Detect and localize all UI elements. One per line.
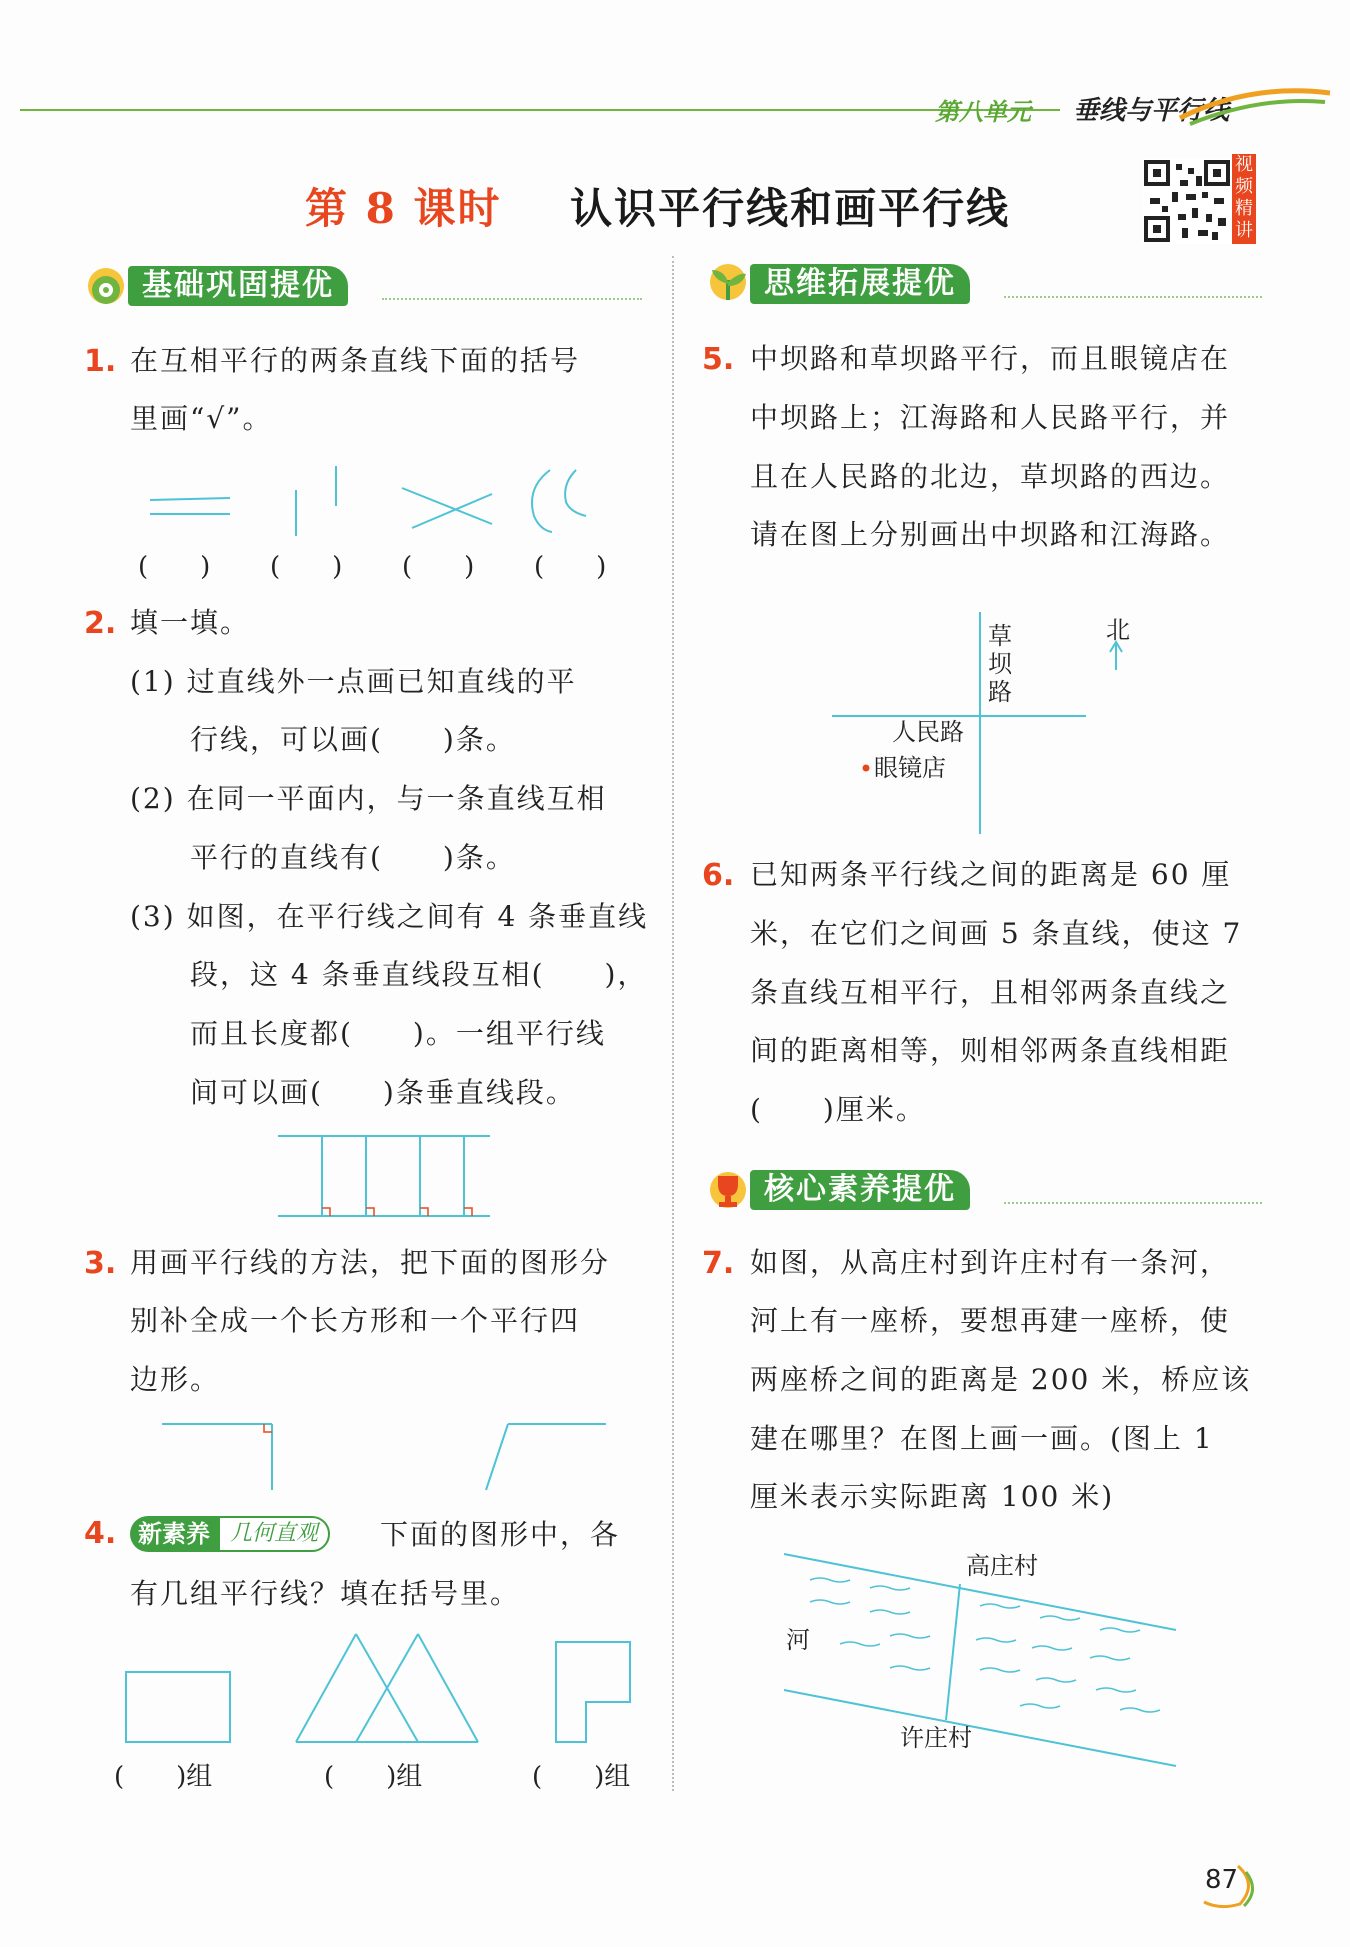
section-core-title: 核心素养提优 [750,1170,970,1210]
q5-label-lu: 路 [988,678,1012,706]
column-divider [672,256,674,1791]
lesson-name: 认识平行线和画平行线 [570,184,1011,233]
gear-sun-icon [82,262,130,308]
q5-text-1: 中坝路和草坝路平行，而且眼镜店在 [750,342,1231,375]
header-swoosh-icon [1180,88,1330,128]
q7-text-5: 厘米表示实际距离 100 米) [750,1480,1115,1513]
q4-number: 4. [84,1516,117,1551]
q5-shop-dot [863,765,870,772]
q4-triangles [296,1634,478,1742]
q5-text-2: 中坝路上；江海路和人民路平行，并 [750,401,1231,434]
q4-rectangle [126,1672,230,1742]
section-basic-dots [382,298,642,300]
section-thinking-title: 思维拓展提优 [750,264,970,304]
q1-fig4-arc-a [532,470,552,532]
section-basic [82,262,642,308]
q4-answer-2[interactable]: ( )组 [324,1762,423,1792]
q7-text-4: 建在哪里？在图上画一画。(图上 1 [750,1422,1214,1455]
header-unit: 第八单元 [935,98,1031,126]
q6-text-5[interactable]: ( )厘米。 [750,1093,926,1126]
q4-answer-1[interactable]: ( )组 [114,1762,213,1792]
q1-fig3-line-b [412,494,492,528]
lesson-number: 第 8 课时 [305,184,502,233]
q7-river-bank-bottom [784,1690,1176,1766]
q1-text-1: 在互相平行的两条直线下面的括号 [130,344,581,377]
q5-map [830,608,1150,838]
q2-p3-a: (3) 如图，在平行线之间有 4 条垂直线 [130,900,649,933]
q5-text-3: 且在人民路的北边，草坝路的西边。 [750,460,1231,493]
section-core [704,1166,1264,1212]
section-core-dots [1004,1202,1262,1204]
q6-text-3: 条直线互相平行，且相邻两条直线之 [750,976,1231,1009]
q6-text-2: 米，在它们之间画 5 条直线，使这 7 [750,917,1243,950]
section-basic-title: 基础巩固提优 [128,266,348,306]
q7-label-xu: 许庄村 [900,1724,972,1752]
q5-label-ba: 坝 [988,650,1012,678]
q2-text: 填一填。 [130,606,251,639]
q2-p2-a: (2) 在同一平面内，与一条直线互相 [130,782,607,815]
q7-bridge [946,1584,960,1720]
page-title [305,176,1010,236]
q4-figures [120,1628,640,1748]
q2-p3-c[interactable]: 而且长度都( )。一组平行线 [190,1017,606,1050]
q6-text-4: 间的距离相等，则相邻两条直线相距 [750,1034,1231,1067]
q2-p3-d[interactable]: 间可以画( )条垂直线段。 [190,1076,576,1109]
q2-p3-b[interactable]: 段，这 4 条垂直线段互相( )， [190,958,648,991]
sprout-icon [704,260,752,306]
q1-bracket-4[interactable]: ( ) [534,552,607,582]
q2-number: 2. [84,606,117,641]
trophy-icon [704,1166,752,1212]
qr-video-tag[interactable]: 视频精讲 [1232,154,1256,244]
header-topic: 垂线与平行线 [1073,96,1230,126]
q1-bracket-2[interactable]: ( ) [270,552,343,582]
q1-fig3-line-a [402,488,492,524]
q3-number: 3. [84,1246,117,1281]
q1-bracket-3[interactable]: ( ) [402,552,475,582]
q1-fig1-line-a [150,498,230,500]
section-thinking [704,260,1264,306]
section-thinking-dots [1004,296,1262,298]
q5-label-shop: 眼镜店 [874,754,946,782]
q7-label-gao: 高庄村 [966,1552,1038,1580]
q2-parallel-figure [278,1132,498,1222]
q1-figures [130,458,650,548]
q7-number: 7. [702,1246,735,1281]
page-number: 87 [1205,1865,1239,1895]
q5-number: 5. [702,342,735,377]
q2-p1-b[interactable]: 行线，可以画( )条。 [190,723,516,756]
q6-number: 6. [702,858,735,893]
q5-label-cao: 草 [988,622,1012,650]
q7-text-3: 两座桥之间的距离是 200 米，桥应该 [750,1363,1252,1396]
header-rule [20,109,1060,111]
q3-text-2: 别补全成一个长方形和一个平行四 [130,1304,581,1337]
q4-badge [130,1516,330,1552]
q5-text-4: 请在图上分别画出中坝路和江海路。 [750,518,1231,551]
q4-badge-sub: 几何直观 [218,1516,330,1552]
q7-label-he: 河 [786,1626,810,1654]
q3-text-1: 用画平行线的方法，把下面的图形分 [130,1246,611,1279]
q4-text-2: 有几组平行线？填在括号里。 [130,1577,521,1610]
q7-text-1: 如图，从高庄村到许庄村有一条河， [750,1246,1231,1279]
q5-label-people-road: 人民路 [892,718,964,746]
q1-number: 1. [84,344,117,379]
q6-text-1: 已知两条平行线之间的距离是 60 厘 [750,858,1232,891]
q1-fig4-arc-b [565,470,586,516]
q3-figures [160,1418,620,1498]
q7-text-2: 河上有一座桥，要想再建一座桥，使 [750,1304,1231,1337]
q4-answer-3[interactable]: ( )组 [532,1762,631,1792]
q3-text-3: 边形。 [130,1363,221,1396]
q2-p1-a: (1) 过直线外一点画已知直线的平 [130,665,577,698]
q4-text-1: 下面的图形中，各 [380,1518,621,1551]
q7-river-map[interactable] [780,1540,1200,1770]
qr-code-icon[interactable] [1142,158,1232,244]
q1-text-2: 里画“√”。 [130,402,273,435]
q4-badge-main: 新素养 [130,1516,218,1552]
q5-label-north: 北 [1106,616,1130,644]
q1-bracket-1[interactable]: ( ) [138,552,211,582]
q4-l-shape [556,1642,630,1742]
q7-water-waves [810,1578,1160,1712]
q2-p2-b[interactable]: 平行的直线有( )条。 [190,841,516,874]
